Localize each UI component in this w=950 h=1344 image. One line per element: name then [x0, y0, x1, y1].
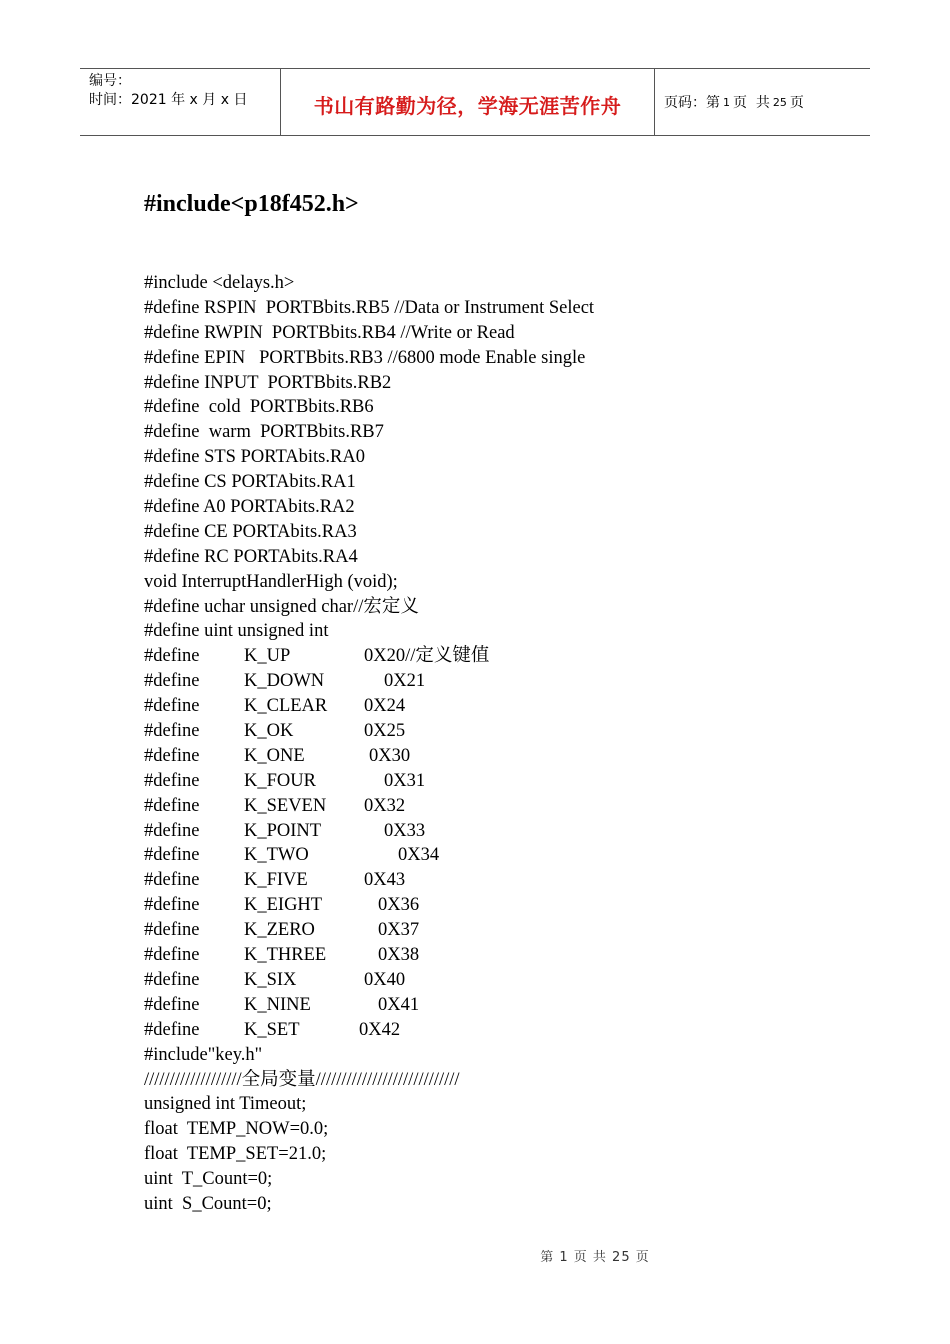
header-motto-cell	[281, 69, 655, 135]
key-define-line	[144, 719, 864, 744]
key-define-value: 0X37	[378, 920, 420, 941]
key-define-value: 0X32	[364, 795, 406, 816]
key-define-line	[144, 843, 864, 868]
key-define-name: K_TWO	[244, 845, 309, 866]
key-define-line	[144, 868, 864, 893]
key-define-name: K_SIX	[244, 969, 297, 990]
key-define-line	[144, 744, 864, 769]
code-line: #include <delays.h>	[144, 273, 295, 293]
key-define-value: 0X43	[364, 870, 406, 891]
code-body	[144, 271, 864, 1217]
key-define-kw: #define	[144, 721, 200, 742]
key-define-name: K_DOWN	[244, 671, 325, 692]
code-line: uint S_Count=0;	[144, 1193, 272, 1214]
key-define-value: 0X41	[378, 994, 420, 1015]
code-line: #define uchar unsigned char//宏定义	[144, 596, 419, 617]
key-define-name: K_UP	[244, 646, 291, 667]
key-define-line	[144, 819, 864, 844]
key-define-value: 0X36	[378, 895, 420, 916]
time-label: 时间：2021 年 x 月 x 日	[89, 92, 248, 108]
key-define-name: K_NINE	[244, 994, 311, 1015]
code-line: uint T_Count=0;	[144, 1169, 273, 1190]
code-line: ///////////////////全局变量////////////////////////////	[144, 1069, 460, 1090]
key-define-value: 0X20//定义键值	[364, 646, 490, 667]
key-define-line	[144, 694, 864, 719]
page-current: 1	[723, 95, 730, 109]
key-define-kw: #define	[144, 895, 200, 916]
key-define-value: 0X33	[384, 820, 426, 841]
key-define-kw: #define	[144, 845, 200, 866]
key-define-value: 0X40	[364, 969, 406, 990]
key-define-line	[144, 669, 864, 694]
motto-text: 书山有路勤为径，学海无涯苦作舟	[313, 93, 622, 118]
code-line: #define RWPIN PORTBbits.RB4 //Write or Read	[144, 322, 515, 343]
key-define-line	[144, 644, 864, 669]
key-define-value: 0X21	[384, 671, 426, 692]
code-line: #define CS PORTAbits.RA1	[144, 472, 356, 493]
code-line: #define STS PORTAbits.RA0	[144, 447, 365, 468]
key-define-name: K_SET	[244, 1019, 300, 1040]
page-prefix: 页码：第	[664, 95, 720, 111]
code-line: #define cold PORTBbits.RB6	[144, 397, 374, 418]
key-define-kw: #define	[144, 770, 200, 791]
key-define-kw: #define	[144, 745, 200, 766]
document-header	[80, 68, 870, 136]
key-define-line	[144, 993, 864, 1018]
key-define-name: K_THREE	[244, 945, 327, 966]
page-suffix: 页	[789, 95, 804, 111]
key-define-kw: #define	[144, 969, 200, 990]
key-define-line	[144, 943, 864, 968]
key-define-kw: #define	[144, 870, 200, 891]
key-define-name: K_EIGHT	[244, 895, 323, 916]
key-define-line	[144, 918, 864, 943]
code-line: #include"key.h"	[144, 1044, 263, 1065]
key-define-line	[144, 769, 864, 794]
key-define-value: 0X24	[364, 696, 406, 717]
key-define-name: K_POINT	[244, 820, 322, 841]
key-define-value: 0X31	[384, 770, 426, 791]
header-info-cell	[80, 69, 281, 135]
code-line: #define warm PORTBbits.RB7	[144, 422, 384, 443]
key-define-name: K_FOUR	[244, 770, 316, 791]
key-define-line	[144, 794, 864, 819]
code-line: float TEMP_SET=21.0;	[144, 1144, 327, 1165]
key-define-value: 0X38	[378, 945, 420, 966]
key-define-name: K_ZERO	[244, 920, 315, 941]
key-define-value: 0X42	[359, 1019, 401, 1040]
page-total: 25	[772, 95, 787, 109]
page-footer: 第 1 页 共 25 页	[540, 1250, 650, 1265]
key-define-line	[144, 1018, 864, 1043]
key-define-kw: #define	[144, 696, 200, 717]
key-define-name: K_FIVE	[244, 870, 308, 891]
key-define-line	[144, 968, 864, 993]
code-line: void InterruptHandlerHigh (void);	[144, 571, 398, 592]
key-define-name: K_CLEAR	[244, 696, 328, 717]
code-line: #define RC PORTAbits.RA4	[144, 546, 358, 567]
code-line: unsigned int Timeout;	[144, 1094, 307, 1115]
code-line: #define EPIN PORTBbits.RB3 //6800 mode Enable single	[144, 347, 586, 368]
key-define-value: 0X34	[398, 845, 440, 866]
key-define-kw: #define	[144, 671, 200, 692]
key-define-line	[144, 893, 864, 918]
key-define-kw: #define	[144, 994, 200, 1015]
key-define-name: K_SEVEN	[244, 795, 327, 816]
key-define-kw: #define	[144, 945, 200, 966]
key-define-kw: #define	[144, 820, 200, 841]
key-define-name: K_ONE	[244, 745, 305, 766]
key-define-value: 0X25	[364, 721, 406, 742]
code-line: #define uint unsigned int	[144, 621, 329, 642]
key-define-name: K_OK	[244, 721, 294, 742]
code-line: #define A0 PORTAbits.RA2	[144, 497, 355, 518]
key-define-value: 0X30	[369, 745, 411, 766]
key-define-kw: #define	[144, 920, 200, 941]
number-label: 编号：	[89, 73, 131, 89]
code-line: #define INPUT PORTBbits.RB2	[144, 372, 392, 393]
code-line: #define CE PORTAbits.RA3	[144, 521, 357, 542]
page-mid: 页 共	[733, 95, 770, 111]
document-title: #include<p18f452.h>	[144, 191, 359, 217]
key-define-kw: #define	[144, 1019, 200, 1040]
code-line: #define RSPIN PORTBbits.RB5 //Data or Instrument Select	[144, 297, 595, 318]
key-define-kw: #define	[144, 795, 200, 816]
code-line: float TEMP_NOW=0.0;	[144, 1119, 329, 1140]
header-page-cell	[655, 69, 870, 135]
key-define-kw: #define	[144, 646, 200, 667]
